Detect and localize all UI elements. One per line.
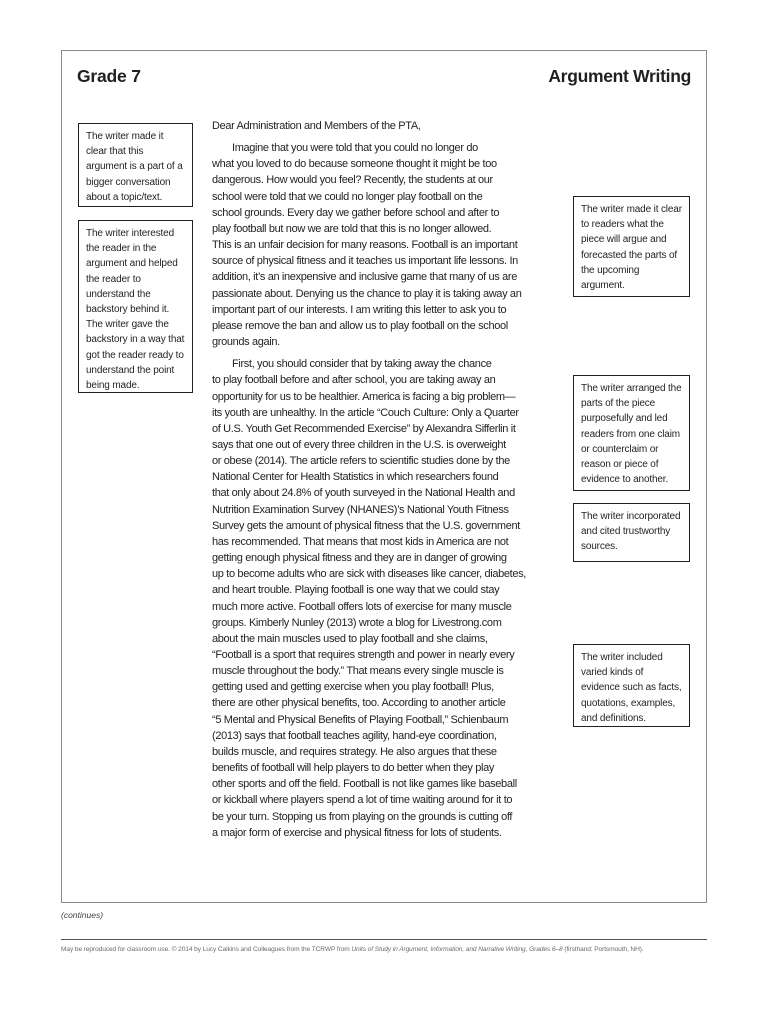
continues-note: (continues) <box>61 910 104 920</box>
margin-note-text: The writer made it clear to readers what the piece will argue and forecasted the parts of the upcoming argument. <box>581 204 682 292</box>
letter-line: National Center for Health Statistics in which researchers found <box>212 471 499 484</box>
letter-paragraph-1 <box>212 140 560 350</box>
letter-line: opportunity for us to be healthier. America is facing a big problem— <box>212 390 516 403</box>
letter-line: grounds again. <box>212 336 280 349</box>
footer-prefix: May be reproduced for classroom use. © 2014 by Lucy Calkins and Colleagues from the TCRWP from <box>61 946 352 953</box>
margin-note-sources <box>573 503 690 562</box>
margin-note-text: The writer incorporated and cited trustworthy sources. <box>581 511 681 553</box>
footer-divider <box>61 939 707 940</box>
letter-line: getting used and getting exercise when you play football! Plus, <box>212 681 494 694</box>
letter-line: benefits of football will help players to do better when they play <box>212 762 495 775</box>
letter-line: or obese (2014). The article refers to scientific studies done by the <box>212 455 510 468</box>
grade-label: Grade 7 <box>77 66 141 86</box>
letter-line: dangerous. How would you feel? Recently, the students at our <box>212 174 493 187</box>
letter-line: source of physical fitness and it teaches us important life lessons. In <box>212 255 518 268</box>
margin-note-backstory <box>78 220 193 393</box>
margin-note-text: The writer interested the reader in the argument and helped the reader to understand the backstory behind it. The writer gave the backstory in a way that got the reader ready to understand the point being made. <box>86 228 185 392</box>
letter-line: be your turn. Stopping us from playing on the grounds is cutting off <box>212 810 513 823</box>
letter-line: please remove the ban and allow us to play football on the school <box>212 319 508 332</box>
margin-note-evidence <box>573 644 690 727</box>
letter-line: muscle throughout the body.” That means every single muscle is <box>212 665 504 678</box>
letter-line: getting enough physical fitness and they are in danger of growing <box>212 552 507 565</box>
letter-line: has recommended. That means that most kids in America are not <box>212 535 509 548</box>
letter-line: to play football before and after school, you are taking away an <box>212 374 496 387</box>
letter-line: much more active. Football offers lots of exercise for many muscle <box>212 600 512 613</box>
letter-line: what you loved to do because someone thought it might be too <box>212 158 497 171</box>
copyright-footer <box>61 946 707 953</box>
letter-line: its youth are unhealthy. In the article “Couch Culture: Only a Quarter <box>212 406 519 419</box>
letter-line: “Football is a sport that requires strength and power in nearly every <box>212 649 515 661</box>
margin-note-text: The writer made it clear that this argument is a part of a bigger conversation about a topic/text. <box>86 131 183 203</box>
letter-salutation: Dear Administration and Members of the PTA, <box>212 120 421 132</box>
letter-line: (2013) says that football teaches agility, hand-eye coordination, <box>212 729 497 742</box>
margin-note-arrangement <box>573 375 690 491</box>
margin-note-forecast <box>573 196 690 297</box>
letter-line: groups. Kimberly Nunley (2013) wrote a blog for Livestrong.com <box>212 616 502 629</box>
letter-line: school were told that we could no longer play football on the <box>212 190 483 203</box>
letter-line: or kickball where players spend a lot of time waiting around for it to <box>212 794 513 807</box>
letter-line: school grounds. Every day we gather before school and after to <box>212 206 500 219</box>
margin-note-text: The writer arranged the parts of the piece purposefully and led readers from one claim or counterclaim or reason or piece of evidence to another. <box>581 383 682 486</box>
letter-line: about the main muscles used to play football and she claims, <box>212 632 488 645</box>
letter-line: Imagine that you were told that you could no longer do <box>232 142 478 155</box>
letter-line: that only about 24.8% of youth surveyed in the National Health and <box>212 487 515 500</box>
letter-line: up to become adults who are sick with diseases like cancer, diabetes, <box>212 568 526 581</box>
document-type-title: Argument Writing <box>548 66 691 86</box>
letter-line: addition, it’s an inexpensive and inclusive game that many of us are <box>212 271 517 284</box>
letter-line: passionate about. Denying us the chance to play it is taking away an <box>212 287 522 300</box>
letter-line: and heart trouble. Playing football is one way that we could stay <box>212 584 500 597</box>
letter-line: “5 Mental and Physical Benefits of Playing Football,” Schienbaum <box>212 713 509 726</box>
letter-line: This is an unfair decision for many reasons. Football is an important <box>212 239 518 252</box>
footer-suffix: (firsthand: Portsmouth, NH). <box>562 946 644 953</box>
letter-line: Survey gets the amount of physical fitness that the U.S. government <box>212 519 520 532</box>
letter-line: First, you should consider that by taking away the chance <box>232 358 492 371</box>
letter-line: Nutrition Examination Survey (NHANES)’s National Youth Fitness <box>212 503 509 516</box>
letter-line: of U.S. Youth Get Recommended Exercise” by Alexandra Sifferlin it <box>212 422 516 435</box>
letter-line: a major form of exercise and physical fitness for lots of students. <box>212 826 502 839</box>
footer-book-title: Units of Study in Argument, Information, and Narrative Writing, Grades 6–8 <box>351 946 563 953</box>
margin-note-bigger-conversation <box>78 123 193 207</box>
letter-line: important part of our interests. I am writing this letter to ask you to <box>212 303 507 316</box>
letter-line: says that one out of every three children in the U.S. is overweight <box>212 438 506 451</box>
margin-note-text: The writer included varied kinds of evidence such as facts, quotations, examples, and definitions. <box>581 652 682 724</box>
letter-body <box>212 118 560 841</box>
page-header <box>77 66 691 92</box>
letter-line: play football but now we are told that this is no longer allowed. <box>212 222 492 235</box>
letter-line: other sports and off the field. Football is not like games like baseball <box>212 778 517 791</box>
letter-line: there are other physical benefits, too. According to another article <box>212 697 506 710</box>
letter-paragraph-2 <box>212 356 560 841</box>
letter-line: builds muscle, and requires strategy. He also argues that these <box>212 745 497 758</box>
